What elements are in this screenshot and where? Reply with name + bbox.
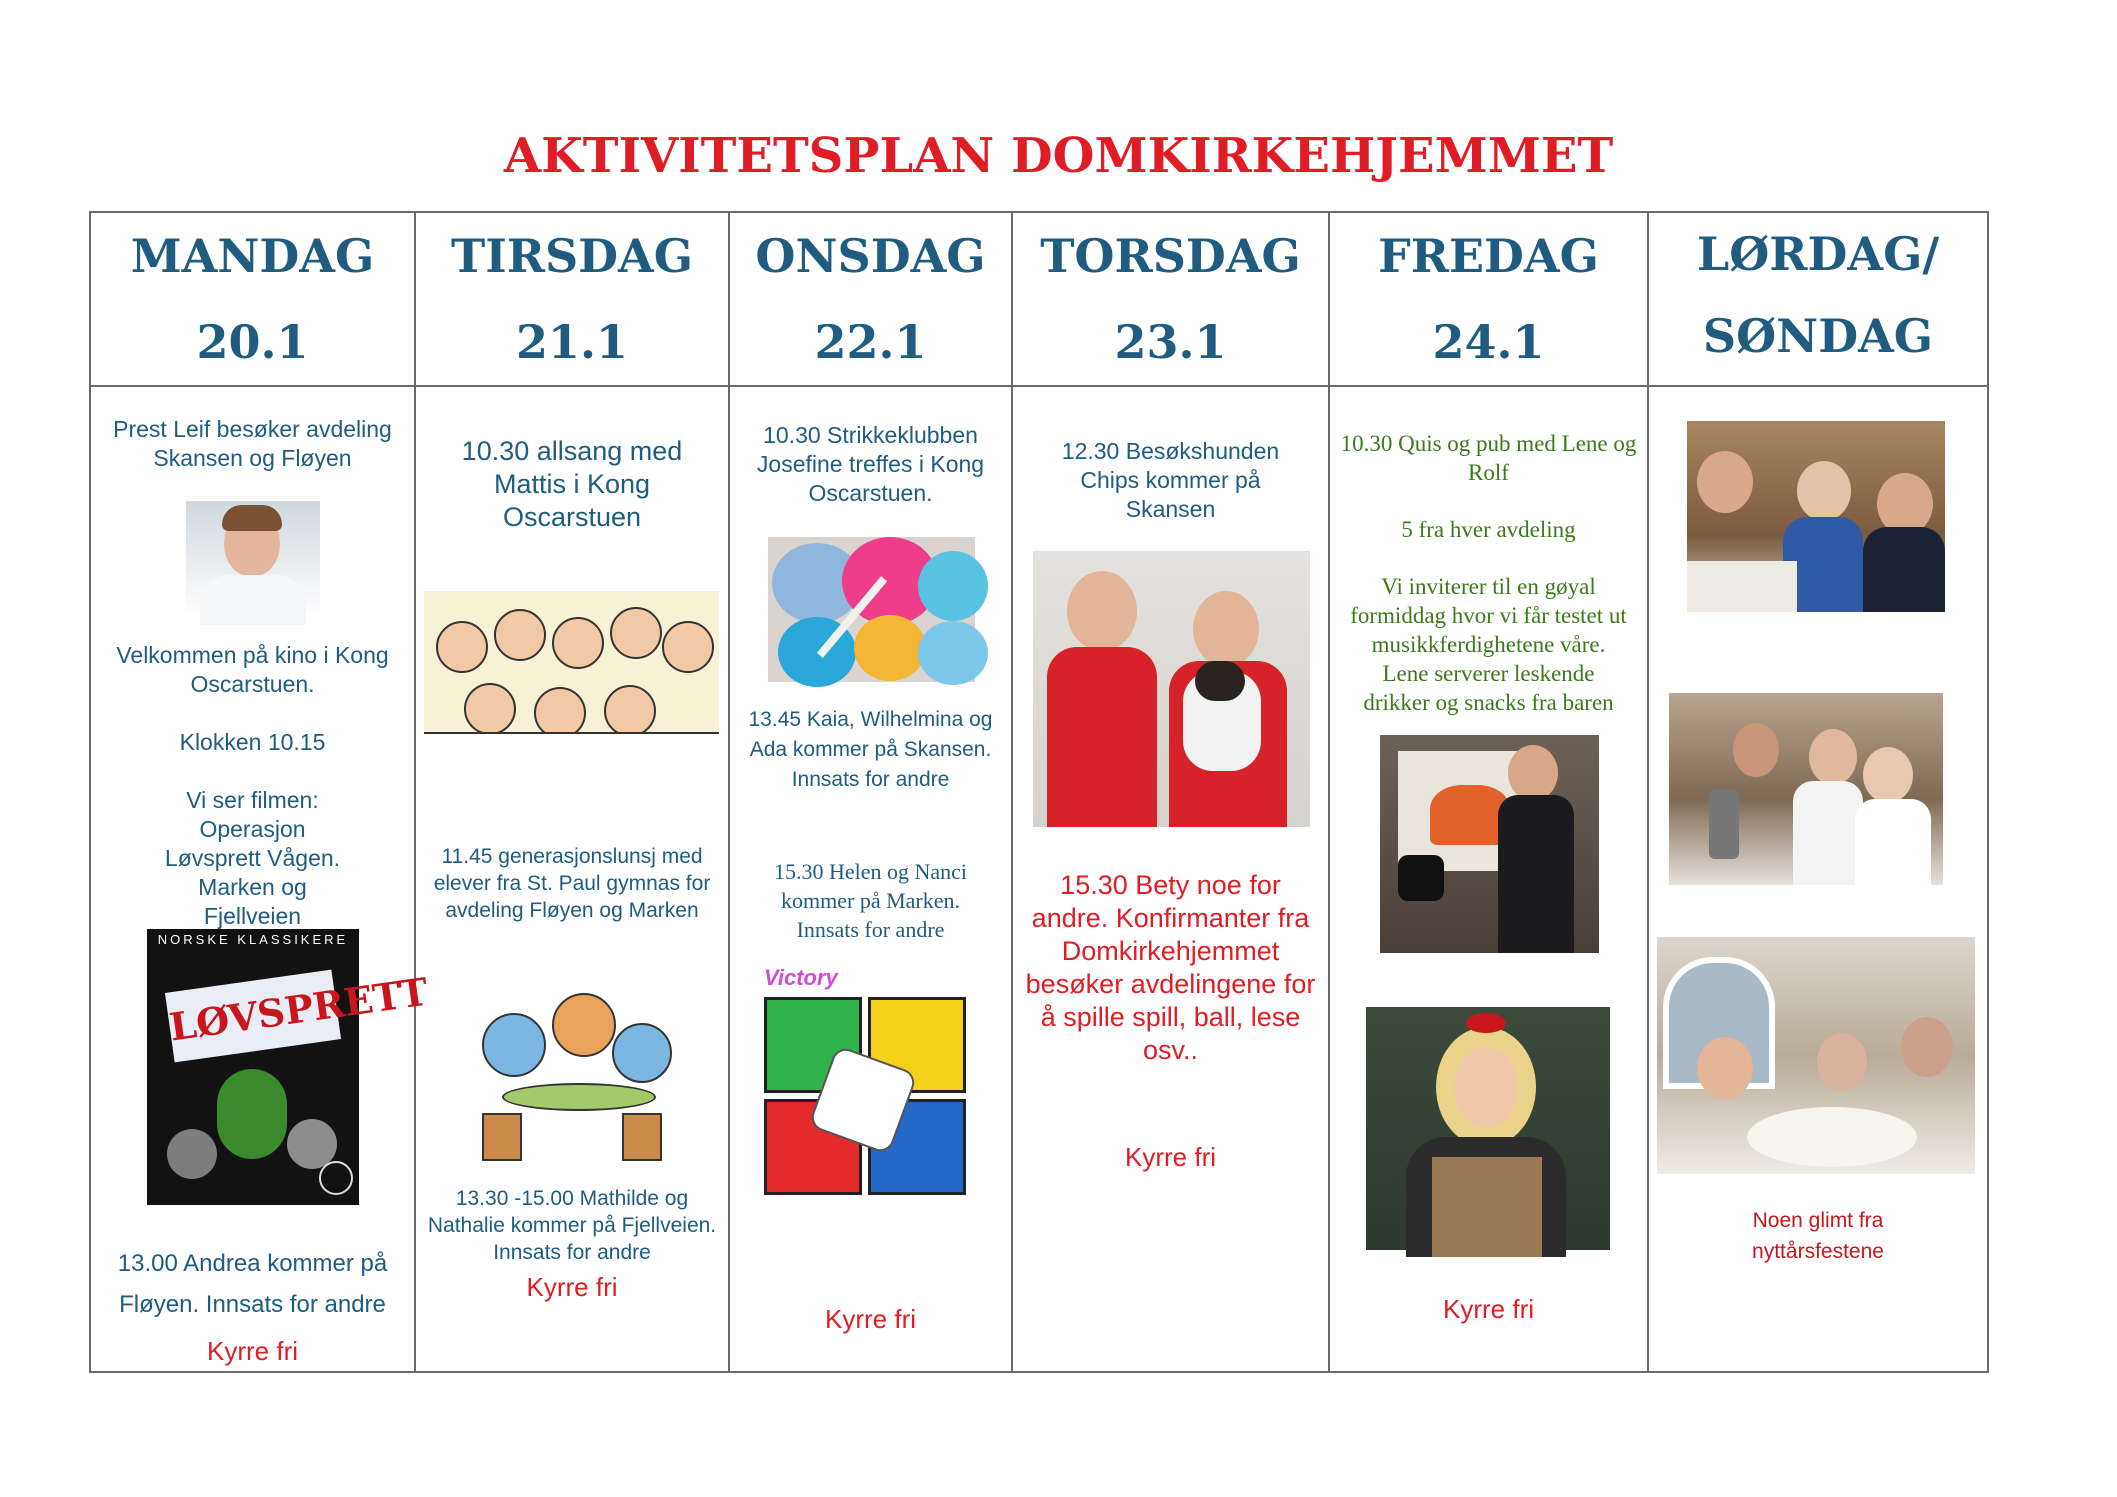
allsang-text: 10.30 allsang med Mattis i Kong Oscarstuen xyxy=(461,436,683,532)
header-mandag: MANDAG 20.1 xyxy=(90,212,415,386)
kino-text: Velkommen på kino i Kong Oscarstuen. xyxy=(116,642,389,697)
header-tirsdag: TIRSDAG 21.1 xyxy=(415,212,729,386)
priest-photo xyxy=(186,501,320,616)
kyrre-fri-fredag: Kyrre fri xyxy=(1443,1294,1534,1324)
quis-pub-text: 10.30 Quis og pub med Lene og Rolf xyxy=(1340,431,1637,485)
header-fredag: FREDAG 24.1 xyxy=(1329,212,1648,386)
column-fredag xyxy=(1329,386,1648,1372)
generasjonslunsj-text: 11.45 generasjonslunsj med elever fra St. Paul gymnas for avdeling Fløyen og Marken xyxy=(433,845,711,922)
pub-photo xyxy=(1380,735,1599,953)
choir-illustration xyxy=(424,591,719,762)
kyrre-fri-tirsdag: Kyrre fri xyxy=(526,1272,618,1302)
strikkeklubben-text: 10.30 Strikkeklubben Josefine treffes i Kong Oscarstuen. xyxy=(756,422,985,506)
helen-text: 15.30 Helen og Nanci kommer på Marken. Innsats for andre xyxy=(773,859,968,942)
kaia-text: 13.45 Kaia, Wilhelmina og Ada kommer på Skansen. Innsats for andre xyxy=(748,708,993,791)
activity-table xyxy=(89,211,1989,1373)
kino-time-text: Klokken 10.15 xyxy=(179,729,326,755)
bartender-photo xyxy=(1366,1007,1610,1250)
column-tirsdag xyxy=(415,386,729,1372)
column-torsdag xyxy=(1012,386,1329,1372)
priest-visit-text: Prest Leif besøker avdeling Skansen og Fløyen xyxy=(113,416,392,471)
newyear-party-photo-2 xyxy=(1669,693,1943,885)
newyear-party-photo-1 xyxy=(1687,421,1945,612)
nyttarsfest-caption: Noen glimt fra nyttårsfestene xyxy=(1752,1209,1884,1263)
column-helg xyxy=(1648,386,1988,1372)
kyrre-fri-onsdag: Kyrre fri xyxy=(825,1304,916,1334)
film-poster: NORSKE KLASSIKERE LØVSPRETT xyxy=(147,929,359,1205)
ludo-game-image: Victory xyxy=(760,965,982,1193)
fem-fra-avdeling-text: 5 fra hver avdeling xyxy=(1401,517,1576,542)
mathilde-text: 13.30 -15.00 Mathilde og Nathalie kommer på Fjellveien. Innsats for andre xyxy=(427,1187,717,1264)
film-text: Vi ser filmen: Operasjon Løvsprett Vågen. Marken og Fjellveien xyxy=(164,787,341,929)
party-illustration xyxy=(442,973,692,1163)
page-title: AKTIVITETSPLAN DOMKIRKEHJEMMET xyxy=(503,128,1614,184)
header-helg: LØRDAG/ SØNDAG xyxy=(1648,212,1988,386)
kyrre-fri-mandag: Kyrre fri xyxy=(207,1336,298,1366)
bety-noe-text: 15.30 Bety noe for andre. Konfirmanter fra Domkirkehjemmet besøker avdelingene for å spille spill, ball, lese osv.. xyxy=(1025,870,1316,1065)
dog-visit-photo xyxy=(1033,551,1310,827)
yarn-photo xyxy=(768,537,975,682)
invitasjon-text: Vi inviterer til en gøyal formiddag hvor vi får testet ut musikkferdighetene våre. Lene serverer leskende drikker og snacks fra baren xyxy=(1350,574,1627,715)
kyrre-fri-torsdag: Kyrre fri xyxy=(1125,1142,1216,1172)
column-mandag xyxy=(90,386,431,1372)
newyear-party-photo-3 xyxy=(1657,937,1975,1174)
header-torsdag: TORSDAG 23.1 xyxy=(1012,212,1329,386)
column-onsdag xyxy=(729,386,1012,1372)
andrea-text: 13.00 Andrea kommer på Fløyen. Innsats for andre xyxy=(117,1250,388,1318)
header-onsdag: ONSDAG 22.1 xyxy=(729,212,1012,386)
besokshund-text: 12.30 Besøkshunden Chips kommer på Skansen xyxy=(1061,438,1280,522)
